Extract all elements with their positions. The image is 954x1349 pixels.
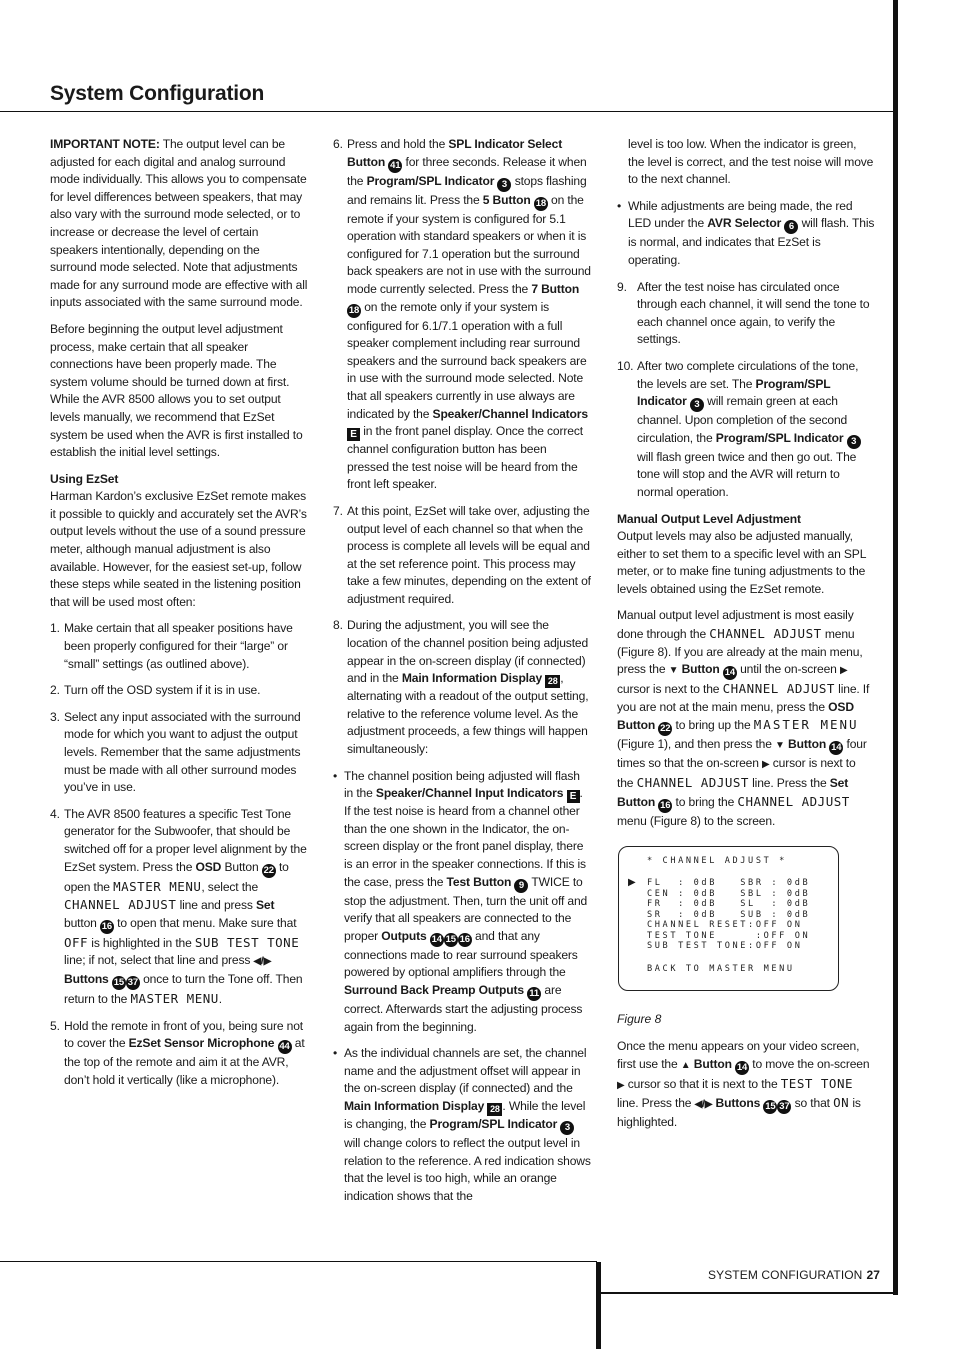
badge-15-icon: 15	[765, 1101, 776, 1113]
step-5: 5. Hold the remote in front of you, being sure not to cover the EzSet Sensor Microphone 44 at the top of the remote and aim it at the AVR, don’t hold it vertically (like a microphone).	[50, 1018, 305, 1087]
figure-caption: Figure 8	[617, 1012, 662, 1026]
badge-9-icon: 9	[514, 879, 528, 893]
osd-header: * CHANNEL ADJUST *	[647, 856, 787, 866]
column-2	[333, 136, 591, 1214]
right-margin-bar	[893, 0, 898, 1295]
badge-16-icon: 16	[459, 933, 470, 945]
badge-3-icon: 3	[847, 435, 861, 449]
down-arrow-icon: ▼	[775, 740, 785, 752]
bullet-1: • The channel position being adjusted will flash in the Speaker/Channel Input Indicators E . If the test noise is heard from a channel other than the one shown in the Indicator, the on-screen display or the front panel display, there is an error in the speaker connections. If this is the case, press the Test Button 9 TWICE to stop the adjustment. Then, turn the unit off and verify that all speakers are connected to the proper Outputs 14 15 16 and that any connections made to rear surround speakers powered by optional amplifiers through the Surround Back Preamp Outputs 11 are correct. Afterwards start the adjusting process again from the beginning.	[333, 768, 588, 1034]
badge-28-icon: 28	[545, 675, 560, 688]
section-heading: Manual Output Level Adjustment	[617, 511, 801, 526]
osd-row: FL : 0dB SBR : 0dB	[647, 878, 811, 888]
step-4: 4. The AVR 8500 features a specific Test Tone generator for the Subwoofer, that should be switched off for a proper level alignment by the EzSet system. Press the OSD Button 22 to open the MASTER MENU, select the CHANNEL ADJUST line and press Set button 16 to open that menu. Make sure that OFF is highlighted in the SUB TEST TONE line; if not, select that line and press ◀/▶ Buttons 15 37 once to turn the Tone off. Then return to the MASTER MENU.	[50, 806, 307, 1006]
badge-3-icon: 3	[560, 1121, 574, 1135]
osd-row: TEST TONE :OFF ON	[647, 930, 811, 941]
continued-text: level is too low. When the indicator is green, the level is correct, and the test noise will move to the next channel.	[628, 137, 874, 187]
badge-16-icon: 16	[660, 799, 671, 811]
footer-rule	[0, 1261, 597, 1262]
badge-18-icon: 18	[348, 304, 360, 316]
badge-14-icon: 14	[736, 1061, 748, 1073]
page-number: 27	[866, 1268, 881, 1282]
badge-22-icon: 22	[263, 864, 274, 876]
column-1	[50, 136, 308, 1098]
footer-rule-right	[598, 1292, 896, 1294]
step-7: 7. At this point, EzSet will take over, adjusting the output level of each channel so that when the process is complete all levels will be equal and at the set reference point. This process may take a few minutes, depending on the extent of adjustment required.	[333, 503, 591, 606]
section-heading: Using EzSet	[50, 471, 119, 486]
step-9: 9. After the test noise has circulated once through each channel, it will send the tone to each channel once again, to verify the settings.	[617, 279, 870, 347]
badge-28-icon: 28	[487, 1103, 502, 1116]
osd-row: SR : 0dB SUB : 0dB	[647, 909, 811, 920]
badge-18-icon: 18	[535, 197, 546, 209]
page-title: System Configuration	[50, 82, 265, 105]
footer-section: SYSTEM CONFIGURATION	[708, 1268, 863, 1282]
badge-14-icon: 14	[831, 742, 842, 754]
badge-15-icon: 15	[113, 976, 124, 988]
up-arrow-icon: ▲	[680, 1059, 691, 1071]
step-3: 3. Select any input associated with the surround mode for which you want to adjust the output levels. Remember that the same adjustments must be made with all other surround modes you’ve in use.	[50, 709, 301, 795]
important-note: IMPORTANT NOTE: The output level can be adjusted for each digital and analog surround mode individually. This allows you to compensate for level differences between speakers, that may also vary with the surround mode selected, or to increase or decrease the level of certain speakers intentionally, depending on the surround mode selected. Note that adjustments made for any surround mode are effective with all inputs associated with the same surround mode.	[50, 137, 308, 310]
badge-3-icon: 3	[497, 178, 511, 192]
badge-11-icon: 11	[527, 987, 541, 1001]
badge-37-icon: 37	[779, 1101, 790, 1113]
badge-14-icon: 14	[431, 933, 442, 945]
step-1: 1. Make certain that all speaker positions have been properly configured for their “large” or “small” settings (as outlined above).	[50, 621, 293, 671]
left-right-arrow-icon: ◀/▶	[694, 1099, 713, 1111]
bullet-2: • As the individual channels are set, the channel name and the adjustment offset will appear in the on-screen display (if connected) and the Main Information Display 28 . While the level is changing, the Program/SPL Indicator 3 will change colors to reflect the output level in relation to the reference. A red indication shows that the level is too high, while an orange indication shows that the	[333, 1046, 591, 1203]
paragraph: Before beginning the output level adjustment process, make certain that all speaker connections have been properly made. The system volume should be turned down at first. While the AVR 8500 allows you to set output levels manually, we recommend that EzSet system be used when the AVR is first installed to establish the initial level settings.	[50, 321, 303, 460]
title-rule	[0, 111, 895, 112]
column-3	[617, 136, 875, 839]
step-10: 10. After two complete circulations of the tone, the levels are set. The Program/SPL Indicator 3 will remain green at each channel. Upon completion of the second circulation, the Program/SPL Indicator 3 will flash green twice and then go out. The tone will stop and the AVR will return to normal operation.	[617, 358, 875, 502]
footer-left-bar	[596, 1262, 601, 1349]
right-arrow-icon: ▶	[839, 665, 848, 677]
badge-6-icon: 6	[784, 220, 798, 234]
badge-15-icon: 15	[445, 933, 456, 945]
column-3-bottom	[617, 1038, 875, 1141]
osd-cursor-icon: ▶	[628, 877, 636, 888]
bullet-3: • While adjustments are being made, the red LED under the AVR Selector 6 will flash. This is normal, and indicates that EzSet is operating.	[617, 198, 875, 267]
paragraph: Harman Kardon’s exclusive EzSet remote makes it possible to quickly and accurately set the AVR’s output levels without the use of a sound pressure meter, although manual adjustment is also available. However, for the easiest set-up, follow these steps while seated in the listening position that will be used most often:	[50, 489, 307, 609]
badge-22-icon: 22	[660, 723, 671, 735]
footer	[708, 1268, 880, 1282]
badge-e-icon: E	[567, 790, 580, 803]
osd-back-line: BACK TO MASTER MENU	[647, 964, 795, 974]
badge-16-icon: 16	[101, 920, 113, 932]
paragraph: Output levels may also be adjusted manually, either to set them to a specific level with an SPL meter, or to make fine tuning adjustments to the levels obtained using the EzSet remote.	[617, 529, 866, 596]
osd-channel-adjust-screen	[618, 846, 839, 991]
badge-44-icon: 44	[279, 1041, 290, 1053]
badge-41-icon: 41	[390, 159, 401, 171]
right-arrow-icon: ▶	[617, 1079, 625, 1091]
down-arrow-icon: ▼	[668, 665, 679, 677]
paragraph: Once the menu appears on your video screen, first use the ▲ Button 14 to move the on-screen ▶ cursor so that it is next to the TEST TONE line. Press the ◀/▶ Buttons 15 37 so that ON is highlighted.	[617, 1039, 870, 1130]
badge-e-icon: E	[347, 428, 360, 441]
osd-row: SUB TEST TONE:OFF ON	[647, 941, 803, 951]
step-2: 2. Turn off the OSD system if it is in use.	[50, 683, 261, 698]
osd-row: FR : 0dB SL : 0dB	[647, 899, 811, 909]
step-6: 6. Press and hold the SPL Indicator Select Button 41 for three seconds. Release it when the Program/SPL Indicator 3 stops flashing and remains lit. Press the 5 Button 18 on the remote if your system is configured for 5.1 operation with standard speakers or when it is configured for 7.1 operation but the surround back speakers are not in use with the surround mode currently selected. Press the 7 Button 18 on the remote only if your system is configured for 6.1/7.1 operation with a full speaker complement including rear surround speakers and the surround back speakers are in use with the surround mode selected. Note that all speakers currently in use always are indicated by the Speaker/Channel Indicators E in the front panel display. Once the correct channel configuration button has been pressed the test noise will be heard from the front left speaker.	[333, 137, 591, 492]
note-label: IMPORTANT NOTE:	[50, 137, 160, 151]
osd-row: CHANNEL RESET:OFF ON	[647, 920, 803, 930]
badge-3-icon: 3	[690, 398, 704, 412]
badge-14-icon: 14	[724, 667, 735, 679]
badge-37-icon: 37	[127, 976, 138, 988]
right-arrow-icon: ▶	[762, 759, 770, 771]
osd-row: CEN : 0dB SBL : 0dB	[647, 888, 811, 899]
paragraph: Manual output level adjustment is most easily done through the CHANNEL ADJUST menu (Figure 8). If you are already at the main menu, press the ▼ Button 14 until the on-screen ▶ cursor is next to the CHANNEL ADJUST line. If you are not at the main menu, press the OSD Button 22 to bring up the MASTER MENU (Figure 1), and then press the ▼ Button 14 four times so that the on-screen ▶ cursor is next to the CHANNEL ADJUST line. Press the Set Button 16 to bring the CHANNEL ADJUST menu (Figure 8) to the screen.	[617, 608, 870, 828]
left-right-arrow-icon: ◀/▶	[253, 956, 272, 968]
step-8: 8. During the adjustment, you will see the location of the channel position being adjusted appear in the on-screen display (if connected) and in the Main Information Display 28 , alternating with a readout of the output setting, relative to the reference volume level. As the adjustment proceeds, a few things will happen simultaneously:	[333, 618, 589, 757]
